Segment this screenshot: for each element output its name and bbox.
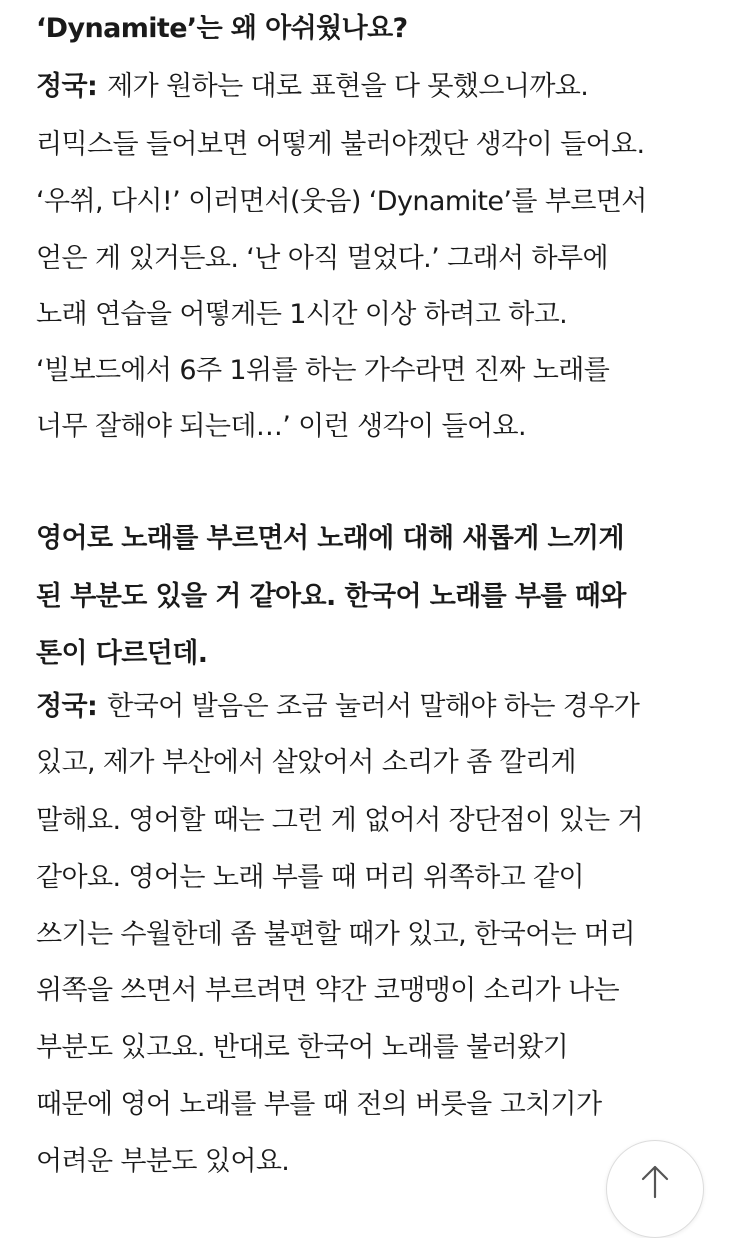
arrow-up-icon bbox=[637, 1163, 673, 1199]
question-2-line: 톤이 다르던데. bbox=[36, 638, 208, 669]
scroll-to-top-button[interactable] bbox=[606, 1140, 704, 1238]
answer-1-line: 얻은 게 있거든요. ‘난 아직 멀었다.’ 그래서 하루에 bbox=[36, 243, 608, 274]
answer-1-line: 노래 연습을 어떻게든 1시간 이상 하려고 하고. bbox=[36, 299, 568, 330]
question-2-line: 영어로 노래를 부르면서 노래에 대해 새롭게 느끼게 bbox=[36, 523, 624, 554]
answer-2-first-line bbox=[36, 690, 639, 724]
answer-1-line: ‘빌보드에서 6주 1위를 하는 가수라면 진짜 노래를 bbox=[36, 355, 610, 386]
answer-2-line: 같아요. 영어는 노래 부를 때 머리 위쪽하고 같이 bbox=[36, 862, 585, 893]
question-1: ‘Dynamite’는 왜 아쉬웠나요? bbox=[36, 13, 408, 44]
answer-2-line: 쓰기는 수월한데 좀 불편할 때가 있고, 한국어는 머리 bbox=[36, 919, 635, 950]
answer-2-line: 있고, 제가 부산에서 살았어서 소리가 좀 깔리게 bbox=[36, 747, 577, 778]
answer-2-line: 위쪽을 쓰면서 부르려면 약간 코맹맹이 소리가 나는 bbox=[36, 975, 620, 1006]
question-2-line: 된 부분도 있을 거 같아요. 한국어 노래를 부를 때와 bbox=[36, 581, 626, 612]
answer-text: 제가 원하는 대로 표현을 다 못했으니까요. bbox=[107, 71, 589, 102]
answer-text: 한국어 발음은 조금 눌러서 말해야 하는 경우가 bbox=[107, 691, 640, 722]
answer-1-first-line bbox=[36, 70, 588, 104]
answer-2-line: 때문에 영어 노래를 부를 때 전의 버릇을 고치기가 bbox=[36, 1089, 602, 1120]
speaker-label: 정국: bbox=[36, 71, 98, 102]
answer-2-line: 부분도 있고요. 반대로 한국어 노래를 불러왔기 bbox=[36, 1032, 569, 1063]
answer-1-line: 너무 잘해야 되는데…’ 이런 생각이 들어요. bbox=[36, 411, 526, 442]
answer-2-line: 어려운 부분도 있어요. bbox=[36, 1146, 290, 1177]
answer-1-line: 리믹스들 들어보면 어떻게 불러야겠단 생각이 들어요. bbox=[36, 129, 645, 160]
answer-2-line: 말해요. 영어할 때는 그런 게 없어서 장단점이 있는 거 bbox=[36, 805, 643, 836]
speaker-label: 정국: bbox=[36, 691, 98, 722]
answer-1-line: ‘우쒸, 다시!’ 이러면서(웃음) ‘Dynamite’를 부르면서 bbox=[36, 186, 647, 217]
